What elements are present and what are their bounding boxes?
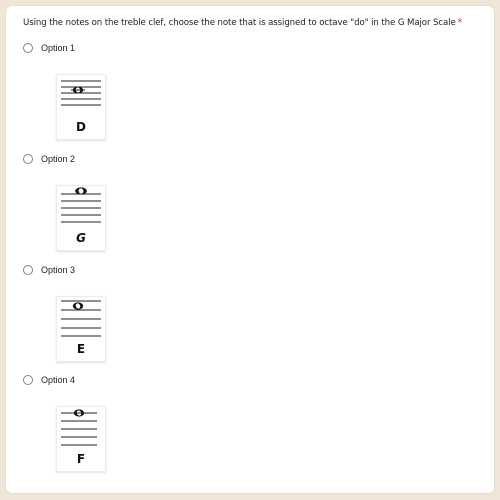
option-3-note-image [56,296,106,362]
option-3-radio[interactable] [23,265,33,275]
question-text: Using the notes on the treble clef, choose the note that is assigned to octave "do" in the G Major Scale [23,18,456,28]
question-title [23,18,483,28]
question-card [6,6,494,493]
option-4-radio[interactable] [23,375,33,385]
whole-note-icon [73,302,83,309]
option-4-note-letter: F [76,452,86,466]
option-2-label[interactable]: Option 2 [41,154,76,164]
option-4-note-image [56,406,106,472]
whole-note-icon [71,87,85,94]
whole-note-icon [72,409,86,416]
option-1-label[interactable]: Option 1 [41,43,76,53]
required-asterisk: * [457,18,463,28]
option-2-note-image [56,185,106,251]
option-3[interactable] [23,260,75,280]
option-2[interactable] [23,149,75,169]
option-1-note-image [56,74,106,140]
option-3-label[interactable]: Option 3 [41,265,76,275]
option-2-radio[interactable] [23,154,33,164]
option-1-radio[interactable] [23,43,33,53]
whole-note-icon [75,187,87,194]
option-1[interactable] [23,38,75,58]
option-4-label[interactable]: Option 4 [41,375,76,385]
option-4[interactable] [23,370,75,390]
option-2-note-letter: G [76,231,86,245]
option-3-note-letter: E [76,342,86,356]
option-1-note-letter: D [76,120,86,134]
